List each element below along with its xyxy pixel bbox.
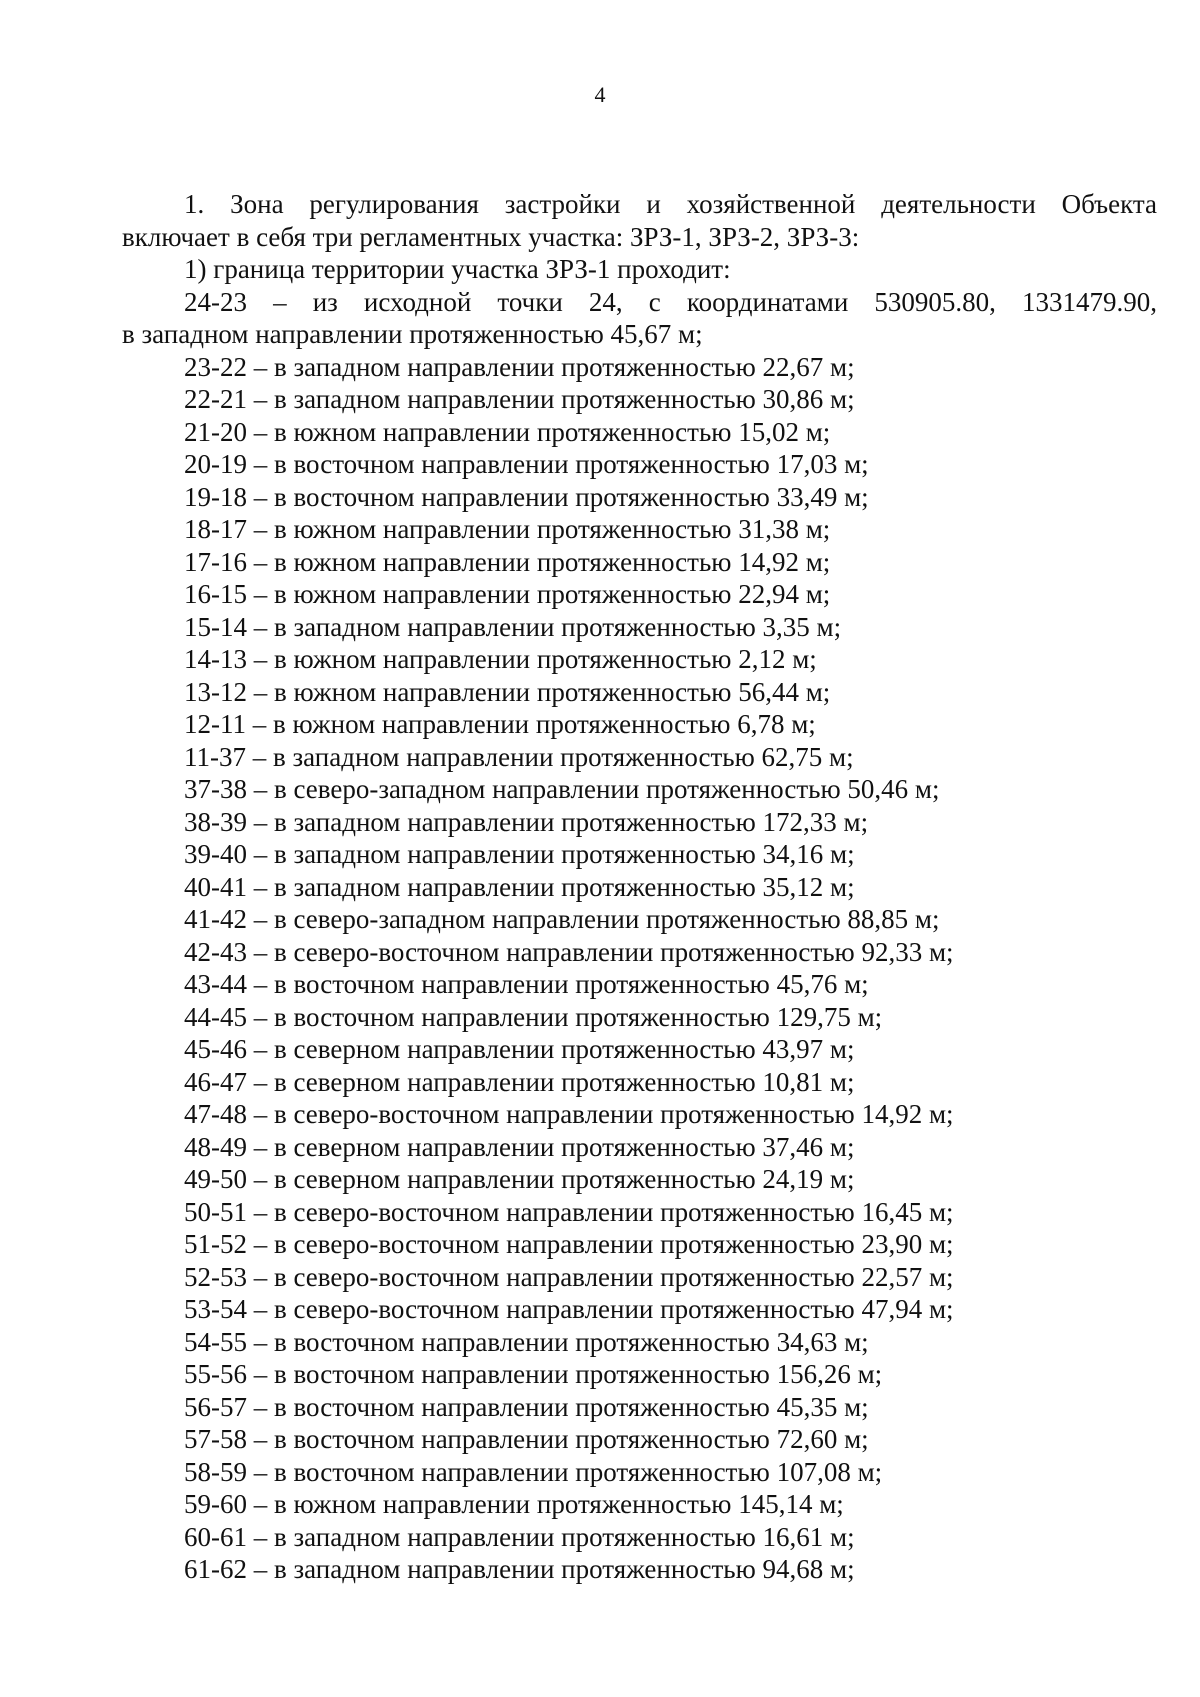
intro-line-2: включает в себя три регламентных участка: ЗРЗ-1, ЗРЗ-2, ЗРЗ-3: xyxy=(122,221,860,252)
list-item: 42-43 – в северо-восточном направлении протяженностью 92,33 м; xyxy=(184,936,954,967)
list-item: 12-11 – в южном направлении протяженностью 6,78 м; xyxy=(184,709,816,739)
list-item: 18-17 – в южном направлении протяженностью 31,38 м; xyxy=(184,514,831,544)
list-item: 39-40 – в западном направлении протяженностью 34,16 м; xyxy=(184,839,855,869)
list-item: 38-39 – в западном направлении протяженностью 172,33 м; xyxy=(184,806,869,837)
list-item: 15-14 – в западном направлении протяженностью 3,35 м; xyxy=(184,611,842,642)
list-item: 47-48 – в северо-восточном направлении протяженностью 14,92 м; xyxy=(184,1099,954,1129)
list-item: 23-22 – в западном направлении протяженностью 22,67 м; xyxy=(184,351,855,382)
list-item: 11-37 – в западном направлении протяженностью 62,75 м; xyxy=(184,741,854,772)
list-item: 44-45 – в восточном направлении протяженностью 129,75 м; xyxy=(184,1001,883,1032)
list-item: 51-52 – в северо-восточном направлении протяженностью 23,90 м; xyxy=(184,1229,954,1259)
list-item: 54-55 – в восточном направлении протяженностью 34,63 м; xyxy=(184,1326,869,1357)
list-item: 21-20 – в южном направлении протяженностью 15,02 м; xyxy=(184,416,831,447)
list-item: 50-51 – в северо-восточном направлении протяженностью 16,45 м; xyxy=(184,1196,954,1227)
intro-line-3: 1) граница территории участка ЗРЗ-1 проходит: xyxy=(184,254,731,284)
intro-line-5: в западном направлении протяженностью 45,67 м; xyxy=(122,319,703,349)
list-item: 60-61 – в западном направлении протяженностью 16,61 м; xyxy=(184,1521,855,1552)
list-item: 16-15 – в южном направлении протяженностью 22,94 м; xyxy=(184,579,831,609)
document-body xyxy=(122,188,1157,1586)
list-item: 45-46 – в северном направлении протяженностью 43,97 м; xyxy=(184,1034,855,1064)
list-item: 58-59 – в восточном направлении протяженностью 107,08 м; xyxy=(184,1456,883,1487)
list-item: 17-16 – в южном направлении протяженностью 14,92 м; xyxy=(184,546,831,577)
list-item: 13-12 – в южном направлении протяженностью 56,44 м; xyxy=(184,676,831,707)
intro-line-1: 1. Зона регулирования застройки и хозяйственной деятельности Объекта xyxy=(184,189,1157,219)
list-item: 41-42 – в северо-западном направлении протяженностью 88,85 м; xyxy=(184,904,940,934)
list-item: 40-41 – в западном направлении протяженностью 35,12 м; xyxy=(184,871,855,902)
list-item: 56-57 – в восточном направлении протяженностью 45,35 м; xyxy=(184,1391,869,1422)
list-item: 48-49 – в северном направлении протяженностью 37,46 м; xyxy=(184,1131,855,1162)
list-item: 59-60 – в южном направлении протяженностью 145,14 м; xyxy=(184,1489,844,1519)
boundary-segment-list xyxy=(122,351,1157,1586)
list-item: 20-19 – в восточном направлении протяженностью 17,03 м; xyxy=(184,449,869,479)
list-item: 46-47 – в северном направлении протяженностью 10,81 м; xyxy=(184,1066,855,1097)
list-item: 52-53 – в северо-восточном направлении протяженностью 22,57 м; xyxy=(184,1261,954,1292)
list-item: 43-44 – в восточном направлении протяженностью 45,76 м; xyxy=(184,969,869,999)
list-item: 19-18 – в восточном направлении протяженностью 33,49 м; xyxy=(184,481,869,512)
list-item: 53-54 – в северо-восточном направлении протяженностью 47,94 м; xyxy=(184,1294,954,1324)
page-number: 4 xyxy=(594,82,606,107)
list-item: 49-50 – в северном направлении протяженностью 24,19 м; xyxy=(184,1164,855,1194)
list-item: 55-56 – в восточном направлении протяженностью 156,26 м; xyxy=(184,1359,883,1389)
list-item: 61-62 – в западном направлении протяженностью 94,68 м; xyxy=(184,1554,855,1584)
list-item: 22-21 – в западном направлении протяженностью 30,86 м; xyxy=(184,384,855,414)
list-item: 14-13 – в южном направлении протяженностью 2,12 м; xyxy=(184,644,817,674)
list-item: 57-58 – в восточном направлении протяженностью 72,60 м; xyxy=(184,1424,869,1454)
list-item: 37-38 – в северо-западном направлении протяженностью 50,46 м; xyxy=(184,774,940,804)
intro-line-4: 24-23 – из исходной точки 24, с координатами 530905.80, 1331479.90, xyxy=(184,286,1157,317)
